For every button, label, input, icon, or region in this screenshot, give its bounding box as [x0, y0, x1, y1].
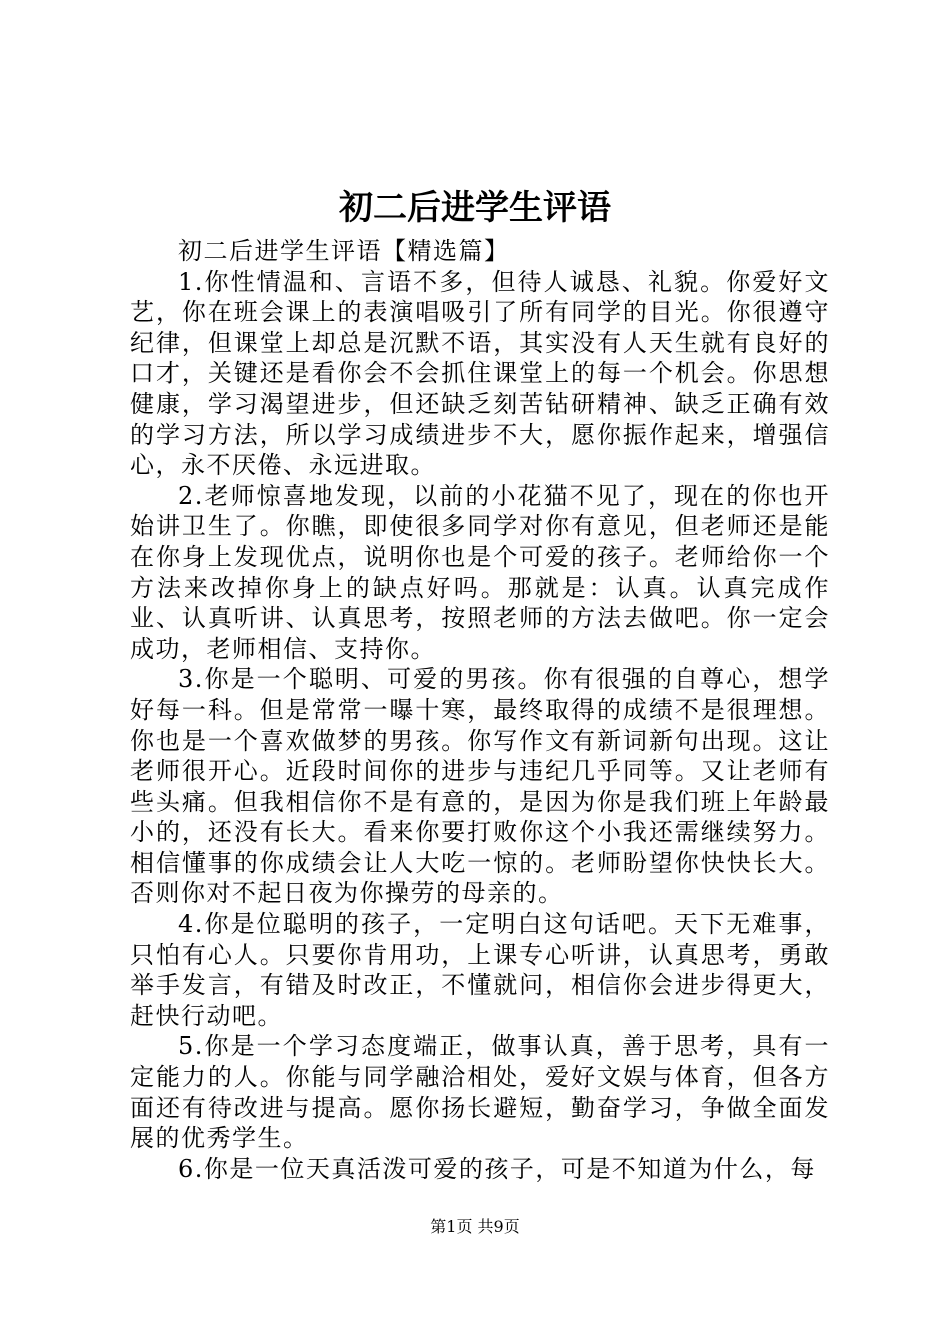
comment-paragraph-3: 3.你是一个聪明、可爱的男孩。你有很强的自尊心，想学好每一科。但是常常一曝十寒，最终取得的成绩不是很理想。你也是一个喜欢做梦的男孩。你写作文有新词新句出现。这让老师很开心。近段时间你的进步与违纪几乎同等。又让老师有些头痛。但我相信你不是有意的，是因为你是我们班上年龄最小的，还没有长大。看来你要打败你这个小我还需继续努力。相信懂事的你成绩会让人大吃一惊的。老师盼望你快快长大。否则你对不起日夜为你操劳的母亲的。: [130, 665, 830, 908]
comment-paragraph-1: 1.你性情温和、言语不多，但待人诚恳、礼貌。你爱好文艺，你在班会课上的表演唱吸引了所有同学的目光。你很遵守纪律，但课堂上却总是沉默不语，其实没有人天生就有良好的口才，关键还是看你会不会抓住课堂上的每一个机会。你思想健康，学习渴望进步，但还缺乏刻苦钻研精神、缺乏正确有效的学习方法，所以学习成绩进步不大，愿你振作起来，增强信心，永不厌倦、永远进取。: [130, 267, 830, 480]
comment-paragraph-6: 6.你是一位天真活泼可爱的孩子，可是不知道为什么，每: [178, 1154, 816, 1183]
page-number: 第1页: [430, 1217, 473, 1236]
comment-paragraph-4: 4.你是位聪明的孩子，一定明白这句话吧。天下无难事，只怕有心人。只要你肯用功，上课专心听讲，认真思考，勇敢举手发言，有错及时改正，不懂就问，相信你会进步得更大，赶快行动吧。: [130, 910, 830, 1030]
comment-paragraph-5: 5.你是一个学习态度端正，做事认真，善于思考，具有一定能力的人。你能与同学融洽相处，爱好文娱与体育，但各方面还有待改进与提高。愿你扬长避短，勤奋学习，争做全面发展的优秀学生。: [130, 1032, 830, 1153]
page-title: 初二后进学生评语: [339, 188, 611, 228]
page-total: 共9页: [477, 1217, 520, 1236]
page-footer: [0, 1216, 950, 1238]
subtitle-paragraph: 初二后进学生评语【精选篇】: [178, 237, 510, 265]
document-body: [130, 236, 830, 1184]
comment-paragraph-2: 2.老师惊喜地发现，以前的小花猫不见了，现在的你也开始讲卫生了。你瞧，即使很多同学对你有意见，但老师还是能在你身上发现优点，说明你也是个可爱的孩子。老师给你一个方法来改掉你身上的缺点好吗。那就是：认真。认真完成作业、认真听讲、认真思考，按照老师的方法去做吧。你一定会成功，老师相信、支持你。: [130, 481, 830, 663]
